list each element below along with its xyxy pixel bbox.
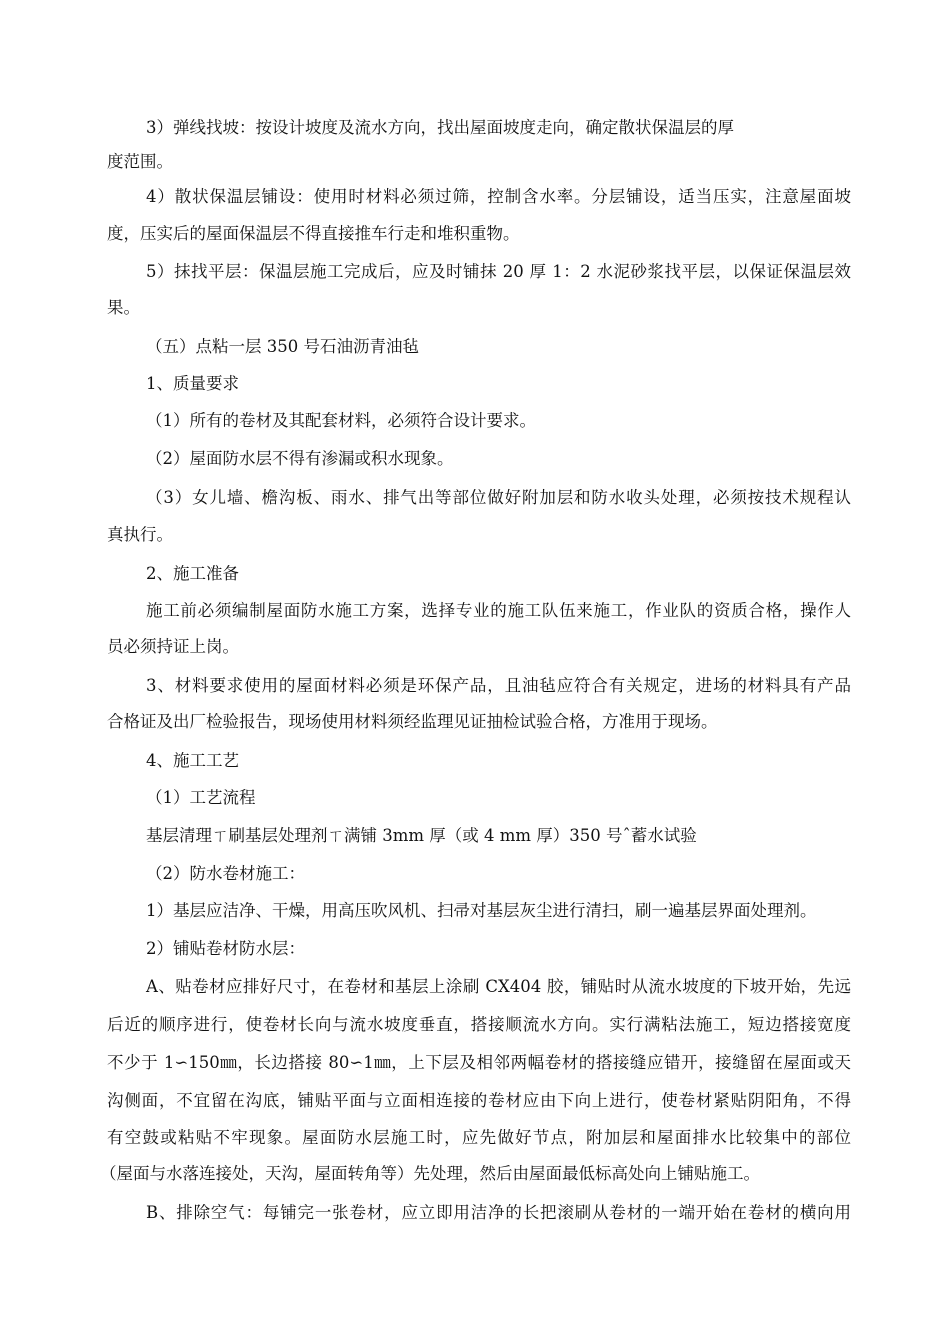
- step-4-line-2: 度，压实后的屋面保温层不得直接推车行走和堆积重物。: [107, 224, 520, 243]
- membrane-step-1: 1）基层应洁净、干燥，用高压吹风机、扫帚对基层灰尘进行清扫，刷一遍基层界面处理剂。: [146, 901, 817, 920]
- process-flow: 基层清理ㄒ刷基层处理剂ㄒ满铺 3mm 厚（或 4 mm 厚）350 号ˆ蓄水试验: [146, 826, 697, 845]
- quality-item-3-line-2: 真执行。: [107, 525, 173, 544]
- step-5-line-2: 果。: [107, 298, 140, 317]
- membrane-step-2: 2）铺贴卷材防水层：: [146, 939, 305, 958]
- material-line-1: 3、材料要求使用的屋面材料必须是环保产品，且油毡应符合有关规定，进场的材料具有产品: [146, 676, 851, 695]
- step-a-line-3: 不少于 1∽150㎜，长边搭接 80∽1㎜，上下层及相邻两幅卷材的搭接缝应错开，接缝留在屋面或天: [107, 1053, 851, 1072]
- step-a-line-5: 有空鼓或粘贴不牢现象。屋面防水层施工时，应先做好节点，附加层和屋面排水比较集中的部位: [107, 1128, 851, 1147]
- step-b-line-1: B、排除空气：每铺完一张卷材，应立即用洁净的长把滚刷从卷材的一端开始在卷材的横向用: [146, 1203, 851, 1222]
- prep-text-line-2: 员必须持证上岗。: [107, 637, 239, 656]
- step-a-line-1: A、贴卷材应排好尺寸，在卷材和基层上涂刷 CX404 胶，铺贴时从流水坡度的下坡开始，先远: [146, 977, 851, 996]
- prep-text-line-1: 施工前必须编制屋面防水施工方案，选择专业的施工队伍来施工，作业队的资质合格，操作人: [146, 601, 851, 620]
- quality-item-2: （2）屋面防水层不得有渗漏或积水现象。: [146, 449, 454, 468]
- step-5-line-1: 5）抹找平层：保温层施工完成后，应及时铺抹 20 厚 1：2 水泥砂浆找平层，以保证保温层效: [146, 262, 851, 281]
- material-line-2: 合格证及出厂检验报告，现场使用材料须经监理见证抽检试验合格，方准用于现场。: [107, 712, 718, 731]
- process-flow-heading: （1）工艺流程: [146, 788, 256, 807]
- step-4-line-1: 4）散状保温层铺设：使用时材料必须过筛，控制含水率。分层铺设，适当压实，注意屋面坡: [146, 187, 851, 206]
- membrane-heading: （2）防水卷材施工：: [146, 864, 305, 883]
- step-3-line-2: 度范围。: [107, 152, 173, 171]
- step-a-line-4: 沟侧面，不宜留在沟底，铺贴平面与立面相连接的卷材应由下向上进行，使卷材紧贴阴阳角，不得: [107, 1091, 851, 1110]
- prep-heading: 2、施工准备: [146, 564, 239, 583]
- step-a-line-6: （屋面与水落连接处，天沟，屋面转角等）先处理，然后由屋面最低标高处向上铺贴施工。: [100, 1164, 760, 1183]
- process-heading: 4、施工工艺: [146, 751, 239, 770]
- step-a-line-2: 后近的顺序进行，使卷材长向与流水坡度垂直，搭接顺流水方向。实行满粘法施工，短边搭接宽度: [107, 1015, 851, 1034]
- quality-item-3-line-1: （3）女儿墙、檐沟板、雨水、排气出等部位做好附加层和防水收头处理，必须按技术规程认: [146, 488, 851, 507]
- quality-heading: 1、质量要求: [146, 374, 239, 393]
- step-3-line-1: 3）弹线找坡：按设计坡度及流水方向，找出屋面坡度走向，确定散状保温层的厚: [146, 118, 734, 137]
- quality-item-1: （1）所有的卷材及其配套材料，必须符合设计要求。: [146, 411, 536, 430]
- section-5-heading: （五）点粘一层 350 号石油沥青油毡: [146, 337, 419, 356]
